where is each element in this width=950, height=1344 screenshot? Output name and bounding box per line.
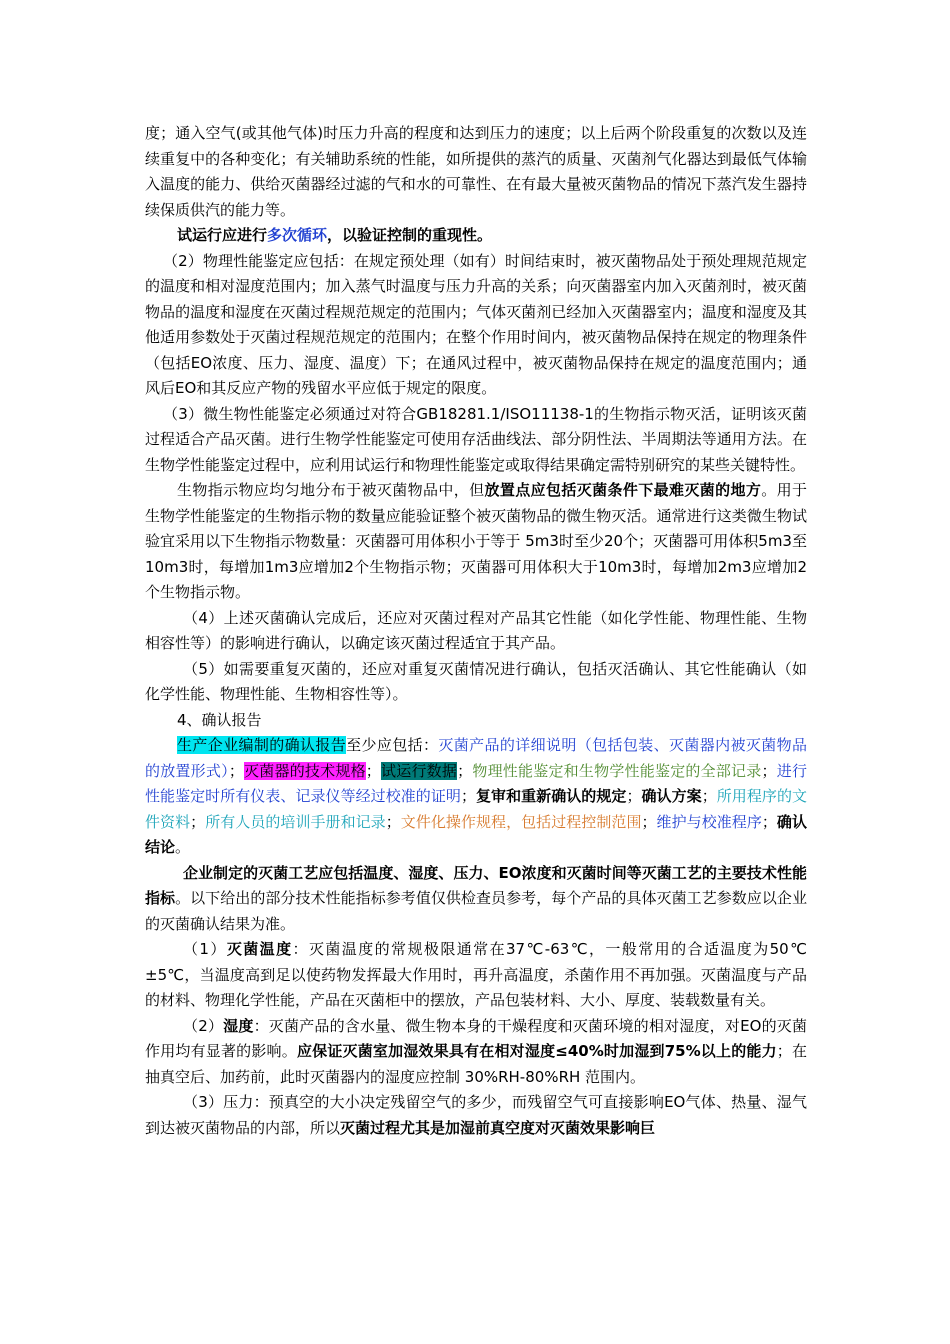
- text-run: ；: [761, 761, 777, 780]
- text-run: ；在抽真空后、加药前，此时灭菌器内的湿度应控制 30%RH-80%RH 范围内。: [145, 1042, 807, 1086]
- text-run: 所有人员的培训手册和记录: [205, 812, 386, 831]
- text-run: 确认结论: [145, 812, 807, 856]
- text-run: 灭菌过程尤其是加湿前真空度对灭菌效果影响巨: [340, 1118, 656, 1137]
- text-run: 灭菌器的技术规格: [243, 761, 366, 780]
- text-run: ；: [626, 787, 642, 805]
- text-run: 进行性能鉴定时所有仪表、记录仪等经过校准的证明: [145, 761, 807, 805]
- text-run: 试运行应进行: [177, 226, 268, 244]
- text-run: ：灭菌温度的常规极限通常在37℃-63℃，一般常用的合适温度为50℃±5℃，当温度高到足以使药物发挥最大作用时，再升高温度，杀菌作用不再加强。灭菌温度与产品的材料、物理化学性能，产品在灭菌柜中的摆放，产品包装材料、大小、厚度、装载数量有关。: [145, 940, 807, 1009]
- text-run: 灭菌温度: [226, 940, 293, 958]
- text-run: （3）微生物性能鉴定必须通过对符合GB18281.1/ISO11138-1的生物指示物灭活，证明该灭菌过程适合产品灭菌。进行生物学性能鉴定可使用存活曲线法、部分阴性法、半周期法等通用方法。在生物学性能鉴定过程中，应利用试运行和物理性能鉴定或取得结果确定需特别研究的某些关键特性。: [145, 404, 807, 474]
- text-run: 确认方案: [641, 787, 702, 805]
- text-run: 生物指示物应均匀地分布于被灭菌物品中，但: [177, 481, 485, 499]
- paragraph: [145, 249, 807, 402]
- text-run: 。以下给出的部分技术性能指标参考值仅供检查员参考，每个产品的具体灭菌工艺参数应以企业的灭菌确认结果为准。: [145, 889, 807, 933]
- text-run: 。: [175, 838, 191, 856]
- text-run: （5）如需要重复灭菌的，还应对重复灭菌情况进行确认，包括灭活确认、其它性能确认（如化学性能、物理性能、生物相容性等）。: [145, 659, 807, 703]
- text-run: 维护与校准程序: [656, 812, 762, 831]
- text-run: 物理性能鉴定和生物学性能鉴定的全部记录: [472, 761, 762, 780]
- text-run: 所用程序的文件资料: [145, 787, 807, 831]
- text-run: ；: [228, 761, 244, 780]
- text-run: 。用于生物学性能鉴定的生物指示物的数量应能验证整个被灭菌物品的微生物灭活。通常进行这类微生物试验宜采用以下生物指示物数量：灭菌器可用体积小于等于 5m3时至少20个；灭菌器可用体积5m3至10m3时，每增加1m3应增加2个生物指示物；灭菌器可用体积大于10m3时，每增加2m3应增加2个生物指示物。: [145, 481, 807, 601]
- text-run: 多次循环: [267, 226, 328, 244]
- text-run: （2）物理性能鉴定应包括：在规定预处理（如有）时间结束时，被灭菌物品处于预处理规范规定的温度和相对湿度范围内；加入蒸气时温度与压力升高的关系；向灭菌器室内加入灭菌剂时，被灭菌物品的温度和湿度在灭菌过程规范规定的范围内；气体灭菌剂已经加入灭菌器室内；温度和湿度及其他适用参数处于灭菌过程规范规定的范围内；在整个作用时间内，被灭菌物品保持在规定的物理条件（包括EO浓度、压力、湿度、温度）下；在通风过程中，被灭菌物品保持在规定的温度范围内；通风后EO和其反应产物的残留水平应低于规定的限度。: [145, 251, 807, 397]
- text-run: （4）上述灭菌确认完成后，还应对灭菌过程对产品其它性能（如化学性能、物理性能、生物相容性等）的影响进行确认，以确定该灭菌过程适宜于其产品。: [145, 608, 807, 652]
- paragraph: [145, 478, 807, 606]
- paragraph: [145, 606, 807, 657]
- text-run: ；: [365, 761, 381, 780]
- paragraph: [145, 937, 807, 1014]
- paragraph: [145, 402, 807, 479]
- text-run: 4、确认报告: [177, 710, 262, 729]
- text-run: ；: [701, 787, 717, 805]
- text-run: 灭菌产品的详细说明（包括包装、灭菌器内被灭菌物品的放置形式）: [145, 736, 807, 780]
- text-run: 应保证灭菌室加湿效果具有在相对湿度≤40%时加湿到75%以上的能力: [296, 1042, 777, 1060]
- paragraph: [145, 733, 807, 861]
- text-run: ；: [641, 812, 657, 831]
- paragraph: [145, 861, 807, 938]
- text-run: 放置点应包括灭菌条件下最难灭菌的地方: [484, 481, 762, 499]
- text-run: 湿度: [223, 1016, 254, 1035]
- text-run: ；: [761, 812, 777, 831]
- text-run: 度；通入空气(或其他气体)时压力升高的程度和达到压力的速度；以上后两个阶段重复的次数以及连续重复中的各种变化；有关辅助系统的性能，如所提供的蒸汽的质量、灭菌剂气化器达到最低气体输入温度的能力、供给灭菌器经过滤的气和水的可靠性、在有最大量被灭菌物品的情况下蒸汽发生器持续保质供汽的能力等。: [145, 124, 807, 219]
- paragraph: [145, 223, 807, 249]
- text-run: ：灭菌产品的含水量、微生物本身的干燥程度和灭菌环境的相对湿度，对EO的灭菌作用均有显著的影响。: [145, 1016, 807, 1060]
- text-run: ，以验证控制的重现性。: [327, 226, 493, 244]
- text-run: 试运行数据: [380, 761, 458, 780]
- paragraph: [145, 1090, 807, 1141]
- text-run: 企业制定的灭菌工艺应包括温度、湿度、压力、EO浓度和灭菌时间等灭菌工艺的主要技术性能指标: [145, 863, 807, 907]
- text-run: ；: [460, 787, 476, 805]
- text-run: ；: [190, 812, 206, 831]
- paragraph: [145, 708, 807, 734]
- text-run: ；: [457, 761, 473, 780]
- text-run: ；: [385, 812, 401, 831]
- text-run: 复审和重新确认的规定: [475, 787, 627, 805]
- text-run: 文件化操作规程，包括过程控制范围: [400, 812, 642, 831]
- paragraph: [145, 121, 807, 223]
- text-run: 生产企业编制的确认报告: [177, 736, 347, 754]
- text-run: 至少应包括：: [346, 736, 439, 754]
- paragraph: [145, 657, 807, 708]
- paragraph: [145, 1014, 807, 1091]
- text-run: （3）压力：预真空的大小决定残留空气的多少，而残留空气可直接影响EO气体、热量、湿气到达被灭菌物品的内部，所以: [145, 1093, 807, 1137]
- text-run: （2）: [183, 1016, 224, 1035]
- text-run: （1）: [183, 940, 227, 958]
